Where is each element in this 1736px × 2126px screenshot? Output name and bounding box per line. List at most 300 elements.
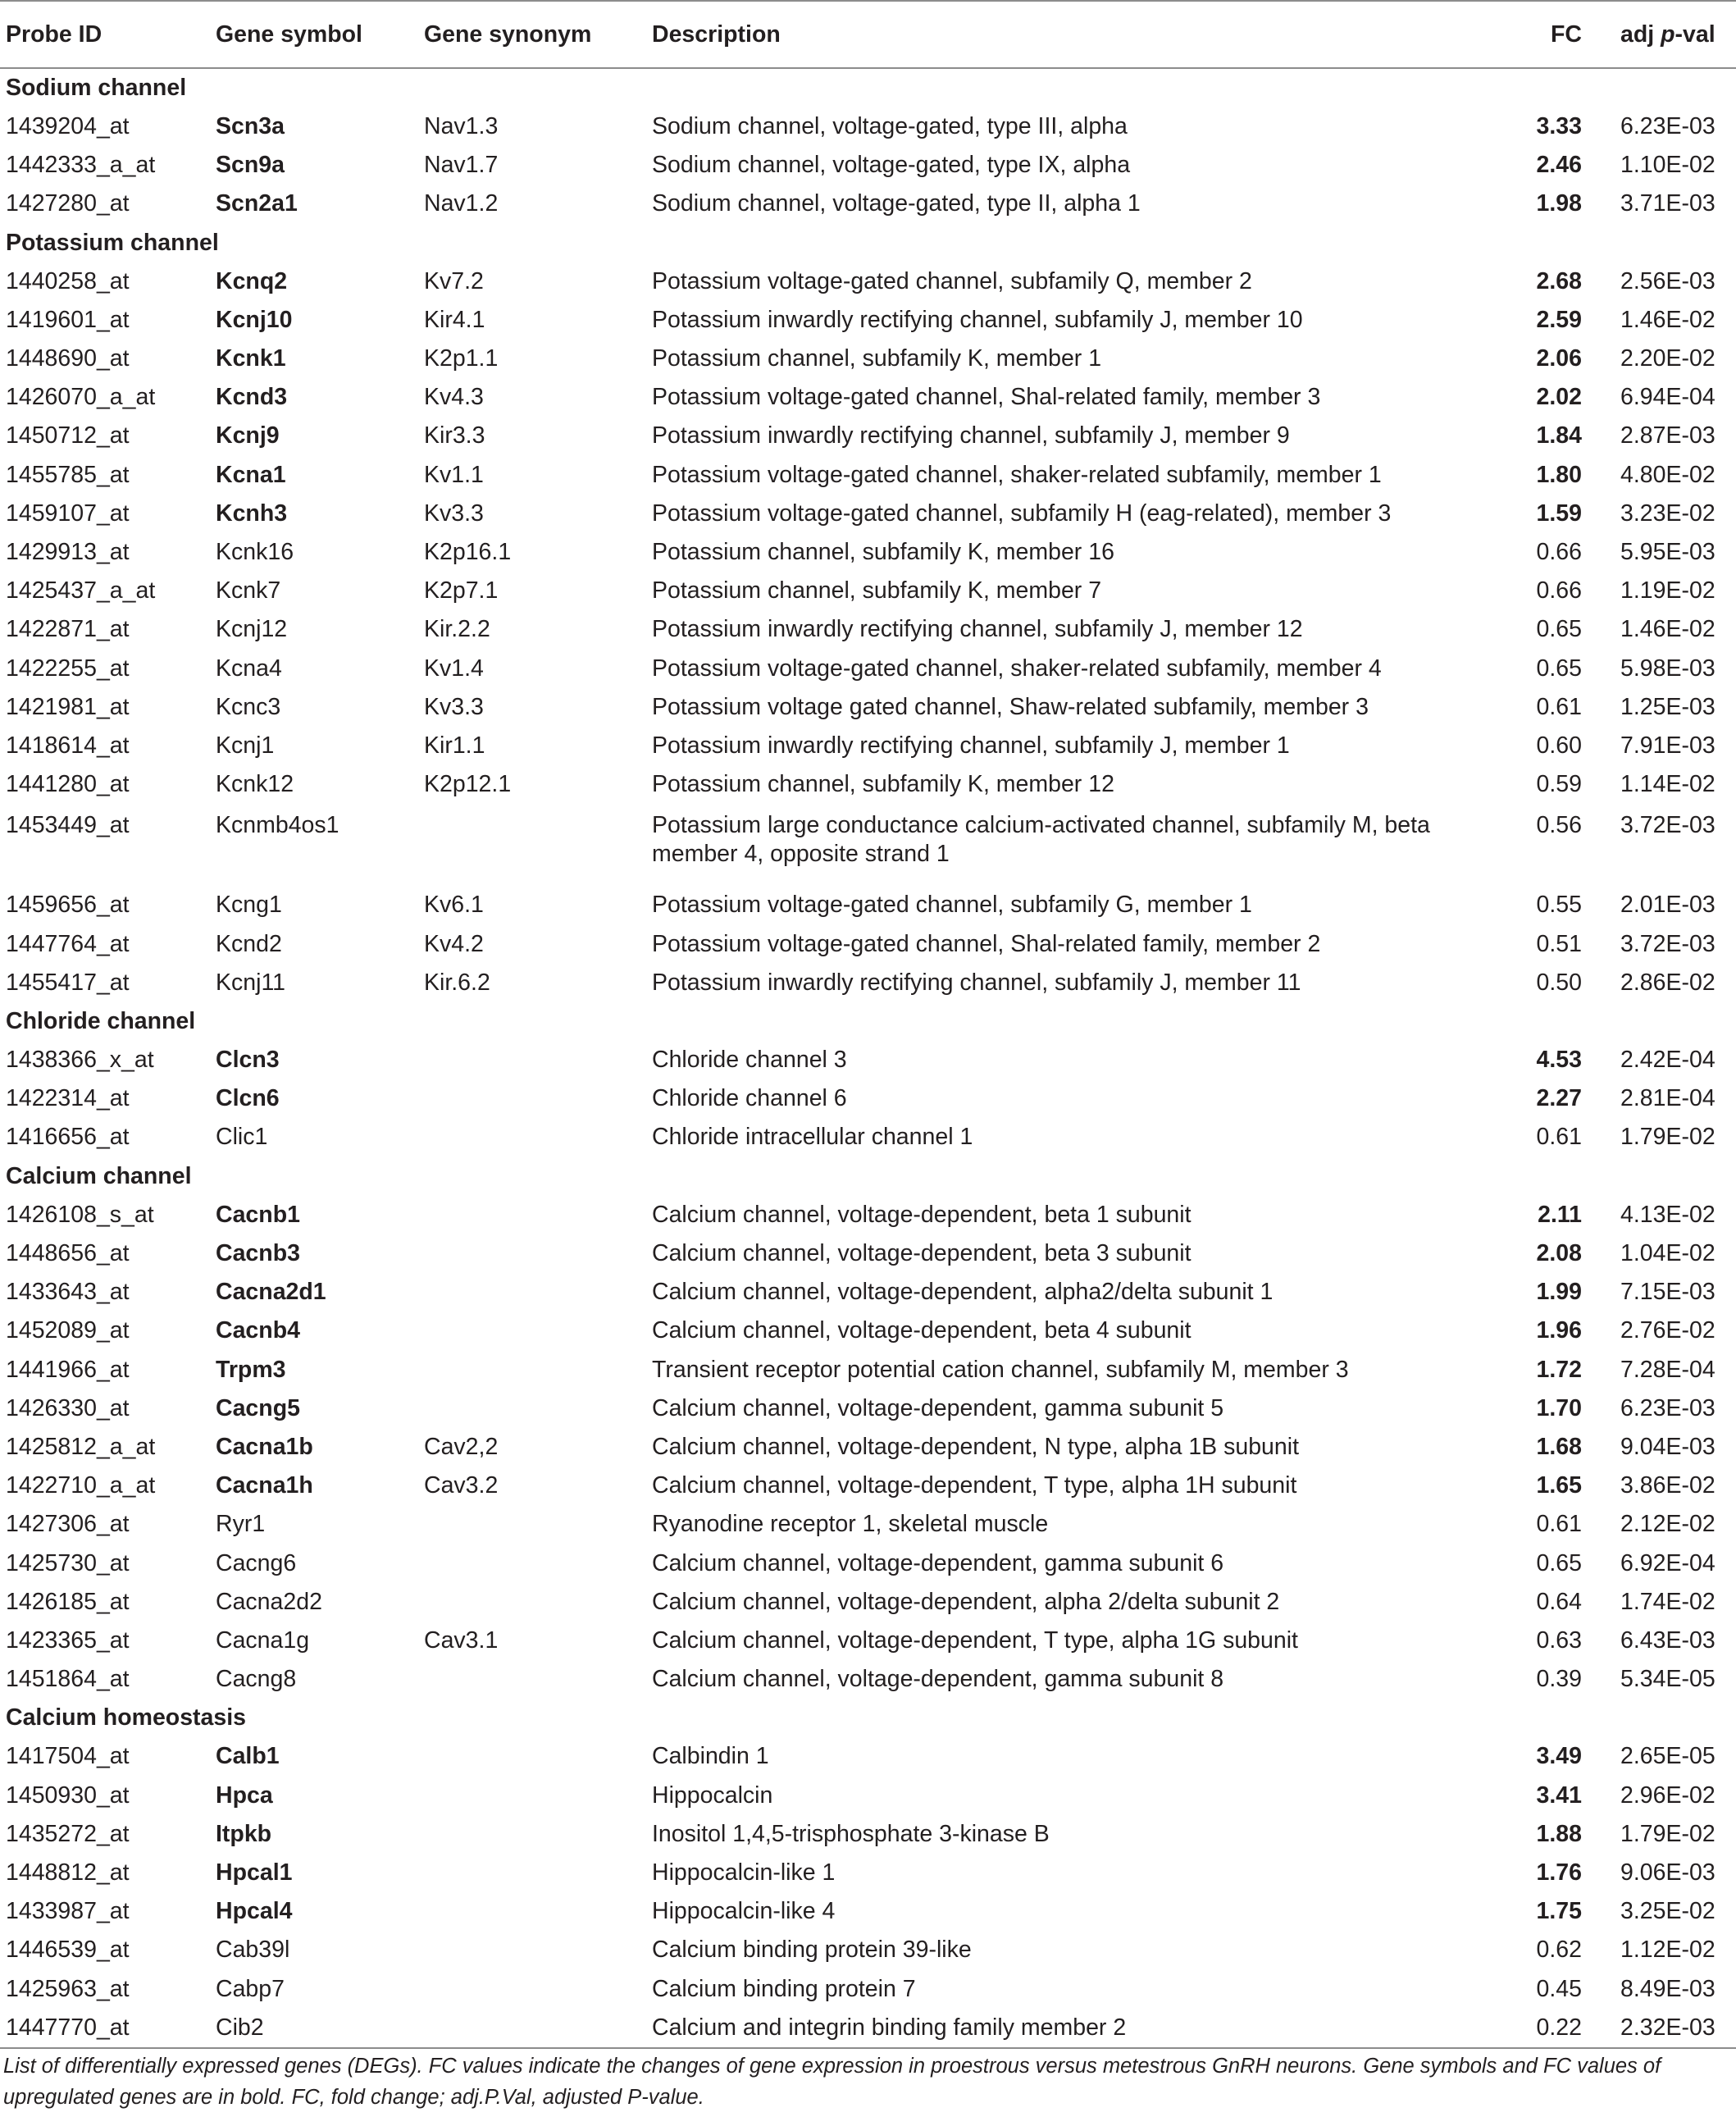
cell-fc: 0.50 xyxy=(1536,969,1582,996)
cell-gene-synonym: Cav3.2 xyxy=(424,1472,499,1499)
cell-fc: 2.59 xyxy=(1536,306,1582,333)
cell-gene-synonym: Kv4.3 xyxy=(424,384,484,411)
cell-description: Potassium voltage gated channel, Shaw-related subfamily, member 3 xyxy=(652,693,1369,720)
cell-gene-synonym xyxy=(418,805,646,887)
header-description: Description xyxy=(646,1,1466,68)
cell-fc: 1.96 xyxy=(1536,1317,1582,1344)
table-row xyxy=(0,107,1736,146)
cell-adj-p-val: 5.95E-03 xyxy=(1620,539,1715,566)
cell-probe-id: 1416656_at xyxy=(6,1124,130,1151)
cell-gene-symbol: Kcnmb4os1 xyxy=(216,811,339,838)
table-row xyxy=(0,1854,1736,1892)
cell-probe-id: 1451864_at xyxy=(6,1666,130,1693)
header-gene-synonym: Gene synonym xyxy=(418,1,646,68)
cell-description: Potassium channel, subfamily K, member 16 xyxy=(652,539,1114,566)
cell-adj-p-val: 1.79E-02 xyxy=(1620,1124,1715,1151)
cell-gene-symbol: Itpkb xyxy=(216,1820,272,1847)
cell-adj-p-val: 5.98E-03 xyxy=(1620,655,1715,682)
cell-description: Hippocalcin-like 4 xyxy=(652,1898,836,1925)
table-row xyxy=(0,1815,1736,1854)
cell-adj-p-val: 6.94E-04 xyxy=(1620,384,1715,411)
cell-fc: 3.33 xyxy=(1536,112,1582,139)
cell-gene-symbol: Clcn3 xyxy=(216,1047,280,1074)
cell-gene-symbol: Scn9a xyxy=(216,152,285,179)
cell-gene-symbol: Cacng6 xyxy=(216,1549,297,1576)
cell-gene-synonym: Kir.2.2 xyxy=(424,616,490,643)
cell-description: Calcium channel, voltage-dependent, T type, alpha 1H subunit xyxy=(652,1472,1297,1499)
table-row xyxy=(0,1932,1736,1970)
table-row xyxy=(0,1583,1736,1622)
cell-probe-id: 1426070_a_at xyxy=(6,384,156,411)
cell-gene-synonym xyxy=(418,1660,646,1699)
cell-probe-id: 1422710_a_at xyxy=(6,1472,156,1499)
table-row xyxy=(0,1312,1736,1351)
cell-probe-id: 1433987_at xyxy=(6,1898,130,1925)
cell-gene-symbol: Cacna1h xyxy=(216,1472,313,1499)
cell-fc: 1.98 xyxy=(1536,190,1582,217)
cell-gene-synonym xyxy=(418,1234,646,1273)
cell-probe-id: 1421981_at xyxy=(6,693,130,720)
cell-fc: 1.76 xyxy=(1536,1859,1582,1886)
cell-gene-symbol: Kcnd3 xyxy=(216,384,288,411)
cell-description: Potassium voltage-gated channel, Shal-related family, member 3 xyxy=(652,384,1321,411)
cell-description: Chloride channel 3 xyxy=(652,1047,847,1074)
cell-adj-p-val: 3.71E-03 xyxy=(1620,190,1715,217)
cell-adj-p-val: 2.65E-05 xyxy=(1620,1743,1715,1770)
cell-gene-synonym: Kir3.3 xyxy=(424,422,485,449)
section-row xyxy=(0,1157,1736,1196)
cell-gene-symbol: Cabp7 xyxy=(216,1975,285,2002)
table-row xyxy=(0,765,1736,804)
cell-gene-synonym: Nav1.3 xyxy=(424,112,499,139)
cell-adj-p-val: 1.74E-02 xyxy=(1620,1588,1715,1615)
cell-fc: 1.65 xyxy=(1536,1472,1582,1499)
cell-probe-id: 1426185_at xyxy=(6,1588,130,1615)
section-title: Potassium channel xyxy=(6,229,219,256)
header-gene-symbol: Gene symbol xyxy=(210,1,418,68)
cell-gene-synonym xyxy=(418,1080,646,1119)
table-row xyxy=(0,887,1736,925)
cell-gene-symbol: Kcnj9 xyxy=(216,422,280,449)
cell-probe-id: 1417504_at xyxy=(6,1743,130,1770)
cell-probe-id: 1426108_s_at xyxy=(6,1201,154,1228)
cell-adj-p-val: 4.80E-02 xyxy=(1620,461,1715,488)
cell-gene-symbol: Scn2a1 xyxy=(216,190,298,217)
cell-gene-synonym: Kv1.1 xyxy=(424,461,484,488)
table-row xyxy=(0,805,1736,887)
cell-gene-synonym xyxy=(418,1506,646,1544)
cell-description: Potassium channel, subfamily K, member 1 xyxy=(652,345,1102,372)
cell-gene-synonym xyxy=(418,1544,646,1583)
cell-gene-synonym: Kv3.3 xyxy=(424,693,484,720)
cell-fc: 0.64 xyxy=(1536,1588,1582,1615)
cell-gene-synonym xyxy=(418,1041,646,1079)
cell-gene-synonym: Kir1.1 xyxy=(424,732,485,759)
cell-gene-symbol: Kcnq2 xyxy=(216,267,288,294)
cell-gene-symbol: Cab39l xyxy=(216,1937,290,1964)
cell-description: Potassium large conductance calcium-activated channel, subfamily M, beta member 4, opposite strand 1 xyxy=(652,811,1430,868)
cell-gene-symbol: Calb1 xyxy=(216,1743,280,1770)
table-row xyxy=(0,1970,1736,2009)
cell-description: Potassium inwardly rectifying channel, subfamily J, member 9 xyxy=(652,422,1290,449)
cell-fc: 3.41 xyxy=(1536,1782,1582,1809)
cell-gene-synonym: Kv6.1 xyxy=(424,892,484,919)
cell-probe-id: 1426330_at xyxy=(6,1394,130,1421)
cell-probe-id: 1425812_a_at xyxy=(6,1433,156,1460)
cell-fc: 2.27 xyxy=(1536,1085,1582,1112)
cell-probe-id: 1447764_at xyxy=(6,930,130,957)
cell-gene-symbol: Kcnj12 xyxy=(216,616,288,643)
cell-description: Potassium inwardly rectifying channel, subfamily J, member 10 xyxy=(652,306,1303,333)
table-row xyxy=(0,340,1736,378)
cell-probe-id: 1455417_at xyxy=(6,969,130,996)
cell-gene-synonym xyxy=(418,1892,646,1931)
cell-description: Hippocalcin xyxy=(652,1782,773,1809)
section-row xyxy=(0,1002,1736,1041)
cell-probe-id: 1448656_at xyxy=(6,1240,130,1267)
header-adj-prefix: adj xyxy=(1620,21,1661,48)
cell-gene-symbol: Cacna1g xyxy=(216,1626,310,1654)
cell-gene-symbol: Ryr1 xyxy=(216,1511,266,1538)
table-row xyxy=(0,1351,1736,1389)
cell-adj-p-val: 7.15E-03 xyxy=(1620,1279,1715,1306)
cell-gene-synonym: K2p7.1 xyxy=(424,577,499,604)
cell-gene-synonym: K2p16.1 xyxy=(424,539,512,566)
table-row xyxy=(0,1234,1736,1273)
table-row xyxy=(0,1892,1736,1931)
cell-adj-p-val: 1.19E-02 xyxy=(1620,577,1715,604)
cell-fc: 4.53 xyxy=(1536,1047,1582,1074)
cell-adj-p-val: 2.96E-02 xyxy=(1620,1782,1715,1809)
header-adj-suffix: -val xyxy=(1674,21,1715,48)
cell-fc: 2.08 xyxy=(1536,1240,1582,1267)
cell-description: Sodium channel, voltage-gated, type II, alpha 1 xyxy=(652,190,1141,217)
cell-fc: 0.55 xyxy=(1536,892,1582,919)
cell-gene-synonym: Cav2,2 xyxy=(424,1433,499,1460)
cell-adj-p-val: 2.81E-04 xyxy=(1620,1085,1715,1112)
cell-fc: 1.59 xyxy=(1536,500,1582,527)
cell-gene-symbol: Clcn6 xyxy=(216,1085,280,1112)
cell-adj-p-val: 2.12E-02 xyxy=(1620,1511,1715,1538)
cell-adj-p-val: 2.56E-03 xyxy=(1620,267,1715,294)
cell-fc: 0.56 xyxy=(1536,811,1582,838)
cell-gene-synonym xyxy=(418,1389,646,1428)
cell-adj-p-val: 2.42E-04 xyxy=(1620,1047,1715,1074)
cell-adj-p-val: 1.10E-02 xyxy=(1620,152,1715,179)
cell-adj-p-val: 2.01E-03 xyxy=(1620,892,1715,919)
cell-adj-p-val: 4.13E-02 xyxy=(1620,1201,1715,1228)
cell-gene-synonym xyxy=(418,1932,646,1970)
cell-fc: 1.70 xyxy=(1536,1394,1582,1421)
cell-fc: 2.68 xyxy=(1536,267,1582,294)
cell-fc: 0.60 xyxy=(1536,732,1582,759)
cell-gene-synonym: K2p12.1 xyxy=(424,771,512,798)
cell-adj-p-val: 3.23E-02 xyxy=(1620,500,1715,527)
cell-adj-p-val: 9.06E-03 xyxy=(1620,1859,1715,1886)
cell-fc: 0.39 xyxy=(1536,1666,1582,1693)
cell-gene-synonym xyxy=(418,1351,646,1389)
cell-fc: 2.11 xyxy=(1538,1201,1582,1228)
cell-gene-symbol: Cacng8 xyxy=(216,1666,297,1693)
cell-gene-symbol: Hpcal4 xyxy=(216,1898,293,1925)
cell-description: Calcium channel, voltage-dependent, beta 3 subunit xyxy=(652,1240,1192,1267)
cell-gene-symbol: Kcnh3 xyxy=(216,500,288,527)
cell-probe-id: 1448812_at xyxy=(6,1859,130,1886)
cell-gene-symbol: Kcnk16 xyxy=(216,539,294,566)
cell-probe-id: 1425730_at xyxy=(6,1549,130,1576)
cell-description: Calcium channel, voltage-dependent, gamma subunit 8 xyxy=(652,1666,1224,1693)
cell-fc: 1.68 xyxy=(1536,1433,1582,1460)
cell-gene-synonym xyxy=(418,1738,646,1777)
cell-description: Calcium channel, voltage-dependent, beta 1 subunit xyxy=(652,1201,1192,1228)
cell-probe-id: 1450712_at xyxy=(6,422,130,449)
cell-gene-synonym xyxy=(418,1273,646,1312)
cell-adj-p-val: 2.32E-03 xyxy=(1582,2009,1736,2048)
cell-adj-p-val: 3.72E-03 xyxy=(1620,811,1715,838)
cell-probe-id: 1447770_at xyxy=(0,2009,210,2048)
cell-description: Potassium inwardly rectifying channel, subfamily J, member 12 xyxy=(652,616,1303,643)
cell-gene-symbol: Kcnj10 xyxy=(216,306,293,333)
cell-adj-p-val: 2.87E-03 xyxy=(1620,422,1715,449)
table-row xyxy=(0,964,1736,1002)
cell-description: Transient receptor potential cation channel, subfamily M, member 3 xyxy=(652,1356,1349,1383)
cell-description: Chloride intracellular channel 1 xyxy=(652,1124,973,1151)
header-probe-id: Probe ID xyxy=(0,1,210,68)
cell-fc: 0.61 xyxy=(1536,1124,1582,1151)
cell-probe-id: 1419601_at xyxy=(6,306,130,333)
cell-fc: 0.66 xyxy=(1536,539,1582,566)
cell-fc: 2.02 xyxy=(1536,384,1582,411)
cell-gene-synonym xyxy=(418,1854,646,1892)
cell-description: Calcium channel, voltage-dependent, beta 4 subunit xyxy=(652,1317,1192,1344)
cell-probe-id: 1440258_at xyxy=(6,267,130,294)
cell-fc: 0.51 xyxy=(1536,930,1582,957)
section-title: Calcium channel xyxy=(6,1162,192,1189)
cell-gene-synonym: Kir.6.2 xyxy=(424,969,490,996)
cell-gene-synonym: Kv3.3 xyxy=(424,500,484,527)
cell-gene-synonym xyxy=(418,1777,646,1815)
cell-fc: 2.46 xyxy=(1536,152,1582,179)
table-row xyxy=(0,925,1736,964)
table-row xyxy=(0,572,1736,610)
cell-adj-p-val: 1.46E-02 xyxy=(1620,306,1715,333)
cell-adj-p-val: 2.76E-02 xyxy=(1620,1317,1715,1344)
section-row xyxy=(0,224,1736,262)
cell-adj-p-val: 5.34E-05 xyxy=(1620,1666,1715,1693)
section-title: Calcium homeostasis xyxy=(6,1704,247,1731)
cell-adj-p-val: 6.92E-04 xyxy=(1620,1549,1715,1576)
cell-probe-id: 1435272_at xyxy=(6,1820,130,1847)
cell-adj-p-val: 1.79E-02 xyxy=(1620,1820,1715,1847)
cell-probe-id: 1422314_at xyxy=(6,1085,130,1112)
cell-description: Potassium inwardly rectifying channel, subfamily J, member 1 xyxy=(652,732,1290,759)
cell-description: Calcium binding protein 39-like xyxy=(652,1937,972,1964)
cell-description: Potassium channel, subfamily K, member 7 xyxy=(652,577,1102,604)
cell-description: Potassium inwardly rectifying channel, subfamily J, member 11 xyxy=(652,969,1301,996)
cell-gene-symbol: Hpcal1 xyxy=(216,1859,293,1886)
cell-gene-symbol: Clic1 xyxy=(216,1124,268,1151)
cell-gene-symbol: Cacna2d2 xyxy=(216,1588,322,1615)
cell-gene-symbol: Cib2 xyxy=(210,2009,418,2048)
cell-description: Sodium channel, voltage-gated, type III, alpha xyxy=(652,112,1128,139)
table-row xyxy=(0,495,1736,533)
cell-description: Potassium voltage-gated channel, subfamily Q, member 2 xyxy=(652,267,1252,294)
cell-probe-id: 1418614_at xyxy=(6,732,130,759)
table-row xyxy=(0,727,1736,765)
cell-adj-p-val: 3.25E-02 xyxy=(1620,1898,1715,1925)
cell-description: Inositol 1,4,5-trisphosphate 3-kinase B xyxy=(652,1820,1050,1847)
table-row xyxy=(0,688,1736,727)
cell-gene-synonym: Kv7.2 xyxy=(424,267,484,294)
cell-gene-symbol: Kcna4 xyxy=(216,655,282,682)
cell-gene-symbol: Kcna1 xyxy=(216,461,286,488)
cell-gene-symbol: Kcnd2 xyxy=(216,930,282,957)
cell-gene-synonym: Nav1.7 xyxy=(424,152,499,179)
table-row xyxy=(0,1119,1736,1157)
cell-gene-symbol: Cacnb3 xyxy=(216,1240,300,1267)
table-row xyxy=(0,1041,1736,1079)
cell-fc: 0.61 xyxy=(1536,1511,1582,1538)
section-title: Sodium channel xyxy=(6,74,187,101)
cell-probe-id: 1425963_at xyxy=(6,1975,130,2002)
cell-adj-p-val: 1.14E-02 xyxy=(1620,771,1715,798)
section-row xyxy=(0,68,1736,107)
cell-probe-id: 1459107_at xyxy=(6,500,130,527)
section-title: Chloride channel xyxy=(6,1007,196,1034)
table-row xyxy=(0,1544,1736,1583)
cell-description: Potassium voltage-gated channel, shaker-related subfamily, member 4 xyxy=(652,655,1382,682)
table-header-row xyxy=(0,1,1736,68)
cell-description: Calcium channel, voltage-dependent, gamma subunit 5 xyxy=(652,1394,1224,1421)
cell-description: Calcium channel, voltage-dependent, alpha 2/delta subunit 2 xyxy=(652,1588,1280,1615)
table-row xyxy=(0,301,1736,340)
cell-probe-id: 1441280_at xyxy=(6,771,130,798)
cell-adj-p-val: 8.49E-03 xyxy=(1620,1975,1715,2002)
cell-gene-symbol: Cacna2d1 xyxy=(216,1279,326,1306)
table-row xyxy=(0,146,1736,185)
cell-fc: 1.75 xyxy=(1536,1898,1582,1925)
cell-fc: 0.65 xyxy=(1536,655,1582,682)
cell-gene-synonym: Nav1.2 xyxy=(424,190,499,217)
table-row xyxy=(0,1389,1736,1428)
table-row xyxy=(0,1273,1736,1312)
cell-fc: 0.65 xyxy=(1536,616,1582,643)
cell-gene-synonym xyxy=(418,1583,646,1622)
cell-gene-symbol: Cacng5 xyxy=(216,1394,300,1421)
cell-fc: 1.99 xyxy=(1536,1279,1582,1306)
table-row xyxy=(0,1622,1736,1660)
cell-adj-p-val: 9.04E-03 xyxy=(1620,1433,1715,1460)
cell-gene-synonym xyxy=(418,1119,646,1157)
cell-probe-id: 1452089_at xyxy=(6,1317,130,1344)
cell-gene-symbol: Kcnk7 xyxy=(216,577,281,604)
cell-fc: 1.72 xyxy=(1536,1356,1582,1383)
table-row xyxy=(0,611,1736,650)
cell-probe-id: 1429913_at xyxy=(6,539,130,566)
cell-adj-p-val: 2.86E-02 xyxy=(1620,969,1715,996)
table-row xyxy=(0,185,1736,224)
cell-adj-p-val: 6.43E-03 xyxy=(1620,1626,1715,1654)
table-row xyxy=(0,533,1736,572)
cell-gene-symbol: Kcnk1 xyxy=(216,345,286,372)
cell-gene-synonym: Cav3.1 xyxy=(424,1626,499,1654)
cell-description: Potassium voltage-gated channel, Shal-related family, member 2 xyxy=(652,930,1321,957)
cell-gene-synonym xyxy=(418,1196,646,1234)
cell-description: Potassium channel, subfamily K, member 12 xyxy=(652,771,1114,798)
table-row xyxy=(0,379,1736,417)
table-row xyxy=(0,262,1736,301)
cell-fc: 0.63 xyxy=(1536,1626,1582,1654)
cell-description: Calcium and integrin binding family member 2 xyxy=(646,2009,1466,2048)
cell-adj-p-val: 2.20E-02 xyxy=(1620,345,1715,372)
cell-fc: 1.88 xyxy=(1536,1820,1582,1847)
cell-probe-id: 1422871_at xyxy=(6,616,130,643)
cell-gene-synonym: Kir4.1 xyxy=(424,306,485,333)
cell-probe-id: 1438366_x_at xyxy=(6,1047,154,1074)
cell-adj-p-val: 3.86E-02 xyxy=(1620,1472,1715,1499)
cell-fc: 0.65 xyxy=(1536,1549,1582,1576)
cell-description: Ryanodine receptor 1, skeletal muscle xyxy=(652,1511,1049,1538)
cell-probe-id: 1442333_a_at xyxy=(6,152,156,179)
cell-probe-id: 1422255_at xyxy=(6,655,130,682)
cell-fc: 0.45 xyxy=(1536,1975,1582,2002)
cell-adj-p-val: 1.04E-02 xyxy=(1620,1240,1715,1267)
table-row xyxy=(0,1660,1736,1699)
cell-gene-synonym xyxy=(418,1312,646,1351)
cell-probe-id: 1441966_at xyxy=(6,1356,130,1383)
cell-adj-p-val: 7.91E-03 xyxy=(1620,732,1715,759)
header-fc: FC xyxy=(1466,1,1582,68)
cell-gene-symbol: Kcnj1 xyxy=(216,732,275,759)
table-footnote: List of differentially expressed genes (DEGs). FC values indicate the changes of gene expression in proestrous versus metestrous GnRH neurons. Gene symbols and FC values of upregulated genes are in bold. FC, fold change; adj.P.Val, adjusted P-value. xyxy=(3,2055,1661,2110)
cell-probe-id: 1448690_at xyxy=(6,345,130,372)
cell-gene-synonym xyxy=(418,1815,646,1854)
cell-adj-p-val: 1.46E-02 xyxy=(1620,616,1715,643)
cell-gene-symbol: Kcnc3 xyxy=(216,693,281,720)
cell-fc: 1.84 xyxy=(1536,422,1582,449)
cell-probe-id: 1427306_at xyxy=(6,1511,130,1538)
cell-description: Calcium channel, voltage-dependent, alpha2/delta subunit 1 xyxy=(652,1279,1274,1306)
cell-adj-p-val: 3.72E-03 xyxy=(1620,930,1715,957)
cell-probe-id: 1446539_at xyxy=(6,1937,130,1964)
table-body xyxy=(0,68,1736,2048)
table-row xyxy=(0,1777,1736,1815)
cell-gene-symbol: Cacnb1 xyxy=(216,1201,300,1228)
table-row xyxy=(0,456,1736,495)
cell-adj-p-val: 7.28E-04 xyxy=(1620,1356,1715,1383)
cell-description: Potassium voltage-gated channel, subfamily H (eag-related), member 3 xyxy=(652,500,1392,527)
cell-fc: 2.06 xyxy=(1536,345,1582,372)
table-row xyxy=(0,1467,1736,1505)
cell-fc: 0.61 xyxy=(1536,693,1582,720)
cell-probe-id: 1439204_at xyxy=(6,112,130,139)
header-adj-italic: p xyxy=(1661,21,1675,48)
header-adj-p-val xyxy=(1582,1,1736,68)
cell-probe-id: 1453449_at xyxy=(6,811,130,838)
section-row xyxy=(0,1699,1736,1738)
table-row xyxy=(0,1196,1736,1234)
cell-description: Chloride channel 6 xyxy=(652,1085,847,1112)
cell-fc: 0.59 xyxy=(1536,771,1582,798)
cell-description: Calcium channel, voltage-dependent, N type, alpha 1B subunit xyxy=(652,1433,1300,1460)
cell-gene-synonym: K2p1.1 xyxy=(424,345,499,372)
cell-adj-p-val: 6.23E-03 xyxy=(1620,1394,1715,1421)
cell-description: Hippocalcin-like 1 xyxy=(652,1859,836,1886)
cell-gene-symbol: Cacnb4 xyxy=(216,1317,300,1344)
cell-adj-p-val: 1.12E-02 xyxy=(1620,1937,1715,1964)
table-row xyxy=(0,1738,1736,1777)
cell-fc: 0.66 xyxy=(1536,577,1582,604)
